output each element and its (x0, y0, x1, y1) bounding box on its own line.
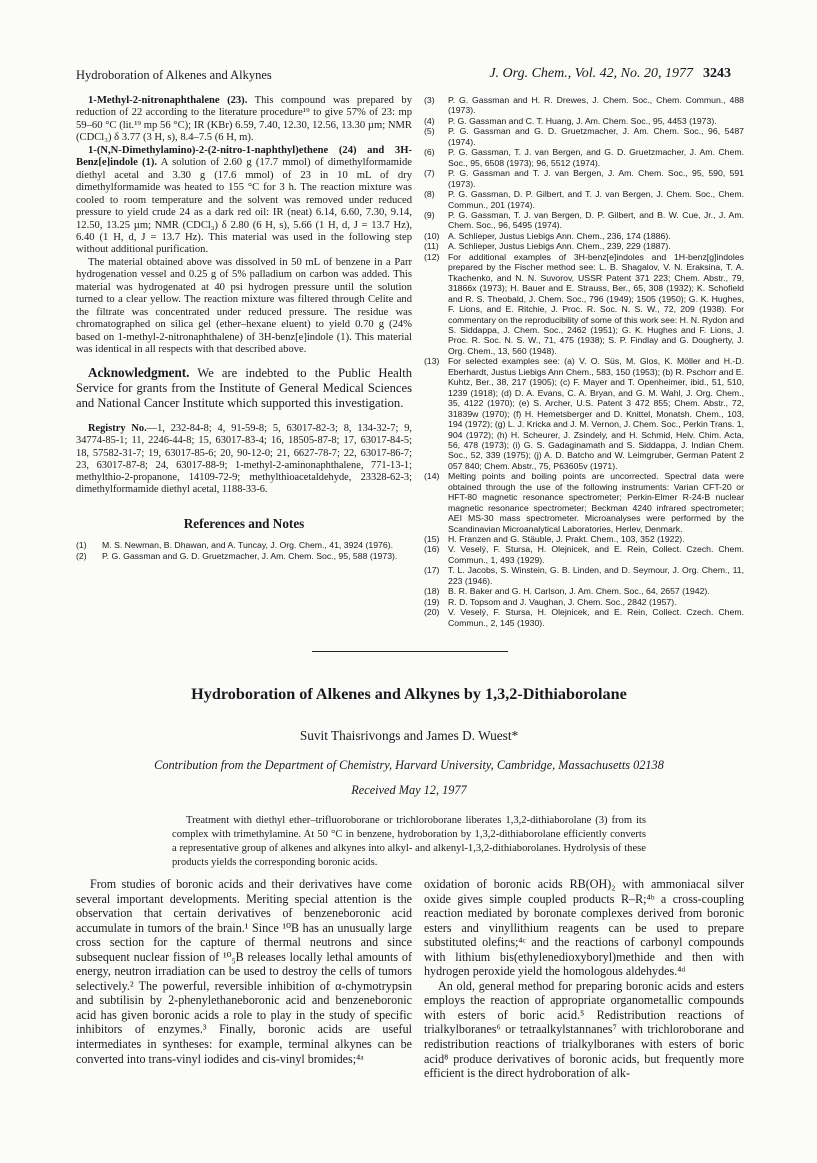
compound-23-text: This compound was prepared by reduction of 22 according to the literature procedure¹⁹ to give 57% of 23: mp 59–60 °C (lit.¹⁹ mp 56 °C); IR (KBr) 6.59, 7.40, 12.30, 12.56, 13.30 µm; NMR (CDCl₃) δ 3.77 (3 H, s), 8.4–7.5 (6 H, m). (76, 95, 412, 144)
article-affiliation: Contribution from the Department of Chemistry, Harvard University, Cambridge, Massachusetts 02138 (154, 758, 664, 772)
acknowledgment (76, 365, 412, 411)
right-column-top (424, 95, 744, 628)
reference-item (424, 126, 744, 147)
reference-item (424, 586, 744, 596)
body-column-left (76, 877, 412, 1066)
reference-number: (12) (424, 251, 440, 262)
running-header-right (489, 66, 731, 82)
reference-item (424, 252, 744, 357)
reference-text: Melting points and boiling points are uncorrected. Spectral data were obtained through the use of the following instruments: Varian CFT-20 or HFT-80 magnetic resonance spectrometer; Perkin-Elmer R-24-B nuclear magnetic resonance spectrometer; Beckman 4240 infrared spectrometer; AEI MS-30 mass spectrometer. Microanalyses were performed by the Scandinavian Microanalytical Laboratories, Herlev, Denmark. (448, 471, 744, 534)
reference-number: (15) (424, 534, 440, 545)
reference-number: (2) (76, 550, 87, 561)
reference-number: (3) (424, 95, 435, 105)
reference-item (424, 95, 744, 116)
reference-text: For additional examples of 3H-benz[e]indoles and 1H-benz[g]indoles prepared by the Fischer method see: L. B. Shagalov, V. N. Eraksina, T. A. Tkachenko, and N. N. Suvorov, USSR Patent 371 223; Chem. Abstr., 79, 31866x (1973); H. Bauer and E. Strauss, Ber., 65, 308 (1932); K. Schofield and R. S. Theobald, J. Chem. Soc., 796 (1949); 1505 (1950); G. K. Hughes, F. Lions, and E. Ritchie, J. Proc. R. Soc. N. S. W., 72, 209 (1938). For commentary on the reproducibility of some of this work see: H. N. Rydon and S. Siddappa, J. Chem. Soc., 2462 (1951); G. K. Hughes and F. Lions, J. Proc. R. Soc. N. S. W., 71, 475 (1938); S. P. Findlay and G. Dougherty, J. Org. Chem., 13, 560 (1948). (448, 251, 744, 356)
reference-number: (18) (424, 586, 440, 597)
reference-text: P. G. Gassman and G. D. Gruetzmacher, J. Am. Chem. Soc., 96, 5487 (1974). (448, 126, 744, 147)
reference-item (76, 540, 412, 550)
reference-item (424, 565, 744, 586)
experimental-paragraph-3: The material obtained above was dissolved in 50 mL of benzene in a Parr hydrogenation vessel and 0.25 g of 5% palladium on carbon was added. This material was hydrogenated at 40 psi hydrogen pressure until the solution turned to a clear yellow. The reaction mixture was filtered through Celite and the filtrate was concentrated under reduced pressure. The residue was chromatographed on silica gel (ether–hexane eluent) to yield 0.70 g (24% based on 1-methyl-2-nitronaphthalene) of 3H-benz[e]indole (1). This material was identical in all respects with that described above. (76, 256, 412, 356)
references-list-right (424, 95, 744, 628)
registry-heading: Registry No. (88, 423, 147, 435)
body-column-right (424, 877, 744, 1081)
reference-item (424, 544, 744, 565)
reference-text: P. G. Gassman and C. T. Huang, J. Am. Chem. Soc., 95, 4453 (1973). (448, 115, 717, 126)
reference-item (424, 241, 744, 251)
reference-item (76, 551, 412, 561)
reference-text: H. Franzen and G. Stäuble, J. Prakt. Chem., 103, 352 (1922). (448, 534, 685, 545)
reference-text: P. G. Gassman, T. J. van Bergen, D. P. Gilbert, and B. W. Cue, Jr., J. Am. Chem. Soc., 96, 5495 (1974). (448, 209, 744, 231)
reference-number: (14) (424, 471, 440, 482)
reference-number: (9) (424, 209, 435, 220)
abstract: Treatment with diethyl ether–trifluoroborane or trichloroborane liberates 1,3,2-dithiaborolane (3) from its complex with trimethylamine. At 50 °C in benzene, hydroboration by 1,3,2-dithiaborolane efficiently converts a representative group of alkenes and alkynes into alkyl- and alkenyl-1,3,2-dithiaborolanes. Hydrolysis of these products yields the corresponding boronic acids. (172, 815, 646, 868)
experimental-paragraph-2 (76, 145, 412, 257)
article-title: Hydroboration of Alkenes and Alkynes by 1,3,2-Dithiaborolane (191, 685, 627, 703)
reference-text: M. S. Newman, B. Dhawan, and A. Tuncay, J. Org. Chem., 41, 3924 (1976). (102, 540, 394, 551)
reference-text: P. G. Gassman, T. J. van Bergen, and G. D. Gruetzmacher, J. Am. Chem. Soc., 95, 6508 (1973); 96, 5512 (1974). (448, 147, 744, 168)
reference-number: (1) (76, 540, 87, 551)
reference-item (424, 168, 744, 189)
article-authors: Suvit Thaisrivongs and James D. Wuest* (299, 728, 519, 743)
received-date: Received May 12, 1977 (351, 783, 467, 797)
reference-item (424, 147, 744, 168)
reference-number: (13) (424, 356, 440, 367)
body-paragraph-1: From studies of boronic acids and their derivatives have come several important developments. Meriting special attention is the observation that certain derivatives of benzeneboronic acid accumulate in tumors of the brain.¹ Since ¹⁰B has an unusually large cross section for the capture of thermal neutrons and since subsequent nuclear fission of ¹⁰₅B releases locally lethal amounts of energy, neutron irradiation can be used to destroy the cells of tumors selectively.² The powerful, reversible inhibition of α-chymotrypsin and subtilisin by 2-phenylethaneboronic acid and benzeneboronic acid has given boronic acids a role to play in the study of specific inhibitors of enzymes.³ Finally, boronic acids are useful intermediates in syntheses: for example, terminal alkynes can be converted into trans-vinyl iodides and cis-vinyl bromides;⁴ᵃ (76, 877, 412, 1066)
reference-text: T. L. Jacobs, S. Winstein, G. B. Linden, and D. Seymour, J. Org. Chem., 11, 223 (1946). (448, 565, 744, 586)
running-header-left: Hydroboration of Alkenes and Alkynes (76, 68, 272, 82)
reference-item (424, 534, 744, 544)
reference-text: A. Schlieper, Justus Liebigs Ann. Chem., 236, 174 (1886). (448, 230, 671, 241)
reference-text: P. G. Gassman and T. J. van Bergen, J. Am. Chem. Soc., 95, 590, 591 (1973). (448, 168, 744, 189)
reference-item (424, 356, 744, 471)
reference-number: (6) (424, 147, 435, 158)
reference-number: (7) (424, 168, 435, 179)
reference-item (424, 597, 744, 607)
experimental-paragraph-1 (76, 95, 412, 145)
compound-24-text: A solution of 2.60 g (17.7 mmol) of dimethylformamide diethyl acetal and 3.30 g (17.6 mmol) of 23 in 10 mL of dry dimethylformamide was heated to 155 °C for 3 h. The reaction mixture was cooled to room temperature and the solvent was removed under reduced pressure to yield crude 24 as a dark red oil: IR (neat) 6.14, 6.60, 7.30, 9.14, 12.50, 13.25 µm; NMR (CDCl₃) δ 2.80 (6 H, s), 5.66 (1 H, d, J = 13.7 Hz), 6.40 (1 H, d, J = 13.7 Hz). This material was used in the following step without additional purification. (76, 157, 412, 256)
reference-number: (11) (424, 241, 439, 252)
references-list-left (76, 540, 412, 561)
reference-item (424, 210, 744, 231)
reference-number: (19) (424, 596, 440, 607)
reference-text: For selected examples see: (a) V. O. Süs, M. Glos, K. Möller and H.-D. Eberhardt, Justus Liebigs Ann Chem., 583, 150 (1953); (b) R. Pschorr and E. Kuhtz, Ber., 38, 217 (1905); (c) F. Mayer and T. Openheimer, ibid., 51, 510, 1239 (1918); (d) D. A. Evans, C. A. Bryan, and G. M. Wahl, J. Org. Chem., 35, 4122 (1970); (e) S. Archer, U.S. Patent 3 472 855; Chem. Abstr., 72, 31839w (1970); (f) H. Hemetsberger and D. Knittel, Monatsh. Chem., 103, 194 (1972); (g) L. J. Kricka and J. M. Vernon, J. Chem. Soc., Perkin Trans. 1, 904 (1972); (h) H. Scheurer, J. Zsindely, and H. Schmid, Helv. Chim. Acta, 56, 478 (1973); (i) G. S. Gadaginamath and S. Siddappa, J. Indian Chem. Soc., 52, 339 (1975); (j) A. D. Batcho and W. Leimgruber, German Patent 2 057 840; Chem. Abstr., 75, P63605v (1971). (448, 356, 745, 471)
reference-item (424, 116, 744, 126)
reference-text: P. G. Gassman and G. D. Gruetzmacher, J. Am. Chem. Soc., 95, 588 (1973). (102, 550, 398, 561)
reference-item (424, 189, 744, 210)
references-heading: References and Notes (183, 516, 305, 532)
reference-number: (5) (424, 126, 435, 137)
reference-item (424, 471, 744, 534)
body-paragraph-2: An old, general method for preparing boronic acids and esters employs the reaction of appropriate organometallic compounds with esters of boric acid.⁵ Redistribution reactions of trialkylboranes⁶ or tetraalkylstannanes⁷ with trichloroborane and redistribution reactions of trialkylboranes with esters of boric acid⁸ produce derivatives of boronic acids, but frequently more efficient is the direct hydroboration of alk- (424, 978, 744, 1081)
reference-item (424, 231, 744, 241)
page-number: 3243 (703, 66, 731, 81)
acknowledgment-text: We are indebted to the Public Health Service for grants from the Institute of General Medical Sciences and National Cancer Institute which supported this investigation. (76, 365, 412, 410)
reference-text: B. R. Baker and G. H. Carlson, J. Am. Chem. Soc., 64, 2657 (1942). (448, 586, 710, 597)
reference-number: (20) (424, 607, 440, 618)
reference-text: V. Veselý, F. Stursa, H. Olejnicek, and E. Rein, Collect. Czech. Chem. Commun., 1, 493 (1929). (448, 544, 744, 565)
registry-numbers (76, 423, 412, 496)
reference-text: P. G. Gassman and H. R. Drewes, J. Chem. Soc., Chem. Commun., 488 (1973). (448, 95, 744, 116)
reference-text: R. D. Topsom and J. Vaughan, J. Chem. Soc., 2842 (1957). (448, 596, 677, 607)
reference-number: (10) (424, 230, 440, 241)
reference-item (424, 607, 744, 628)
compound-23-heading: 1-Methyl-2-nitronaphthalene (23). (88, 95, 248, 106)
reference-number: (17) (424, 565, 440, 576)
reference-number: (4) (424, 115, 435, 126)
article-divider (312, 651, 508, 652)
registry-text: —1, 232-84-8; 4, 91-59-8; 5, 63017-82-3; 8, 134-32-7; 9, 34774-85-1; 11, 2246-44-8; 15, 63017-83-4; 16, 18505-87-8; 17, 63017-84-5; 18, 57582-31-7; 19, 63017-85-6; 20, 90-12-0; 21, 6627-78-7; 22, 63017-86-7; 23, 63017-87-8; 24, 63017-88-9; 1-methyl-2-aminonaphthalene, 771-13-1; methylthio-2-propanone, 14109-72-9; methylthioacetaldehyde, 23328-62-3; dimethylformamide diethyl acetal, 1188-33-6. (76, 423, 413, 496)
reference-number: (8) (424, 189, 435, 200)
left-column-top (76, 95, 412, 561)
reference-text: P. G. Gassman, D. P. Gilbert, and T. J. van Bergen, J. Chem. Soc., Chem. Commun., 201 (1974). (448, 189, 744, 210)
journal-citation: J. Org. Chem., Vol. 42, No. 20, 1977 (489, 66, 693, 81)
compound-24-heading: 1-(N,N-Dimethylamino)-2-(2-nitro-1-naphthyl)ethene (24) and 3H-Benz[e]indole (1). (76, 144, 412, 169)
reference-text: A. Schlieper, Justus Liebigs Ann. Chem., 239, 229 (1887). (448, 241, 671, 252)
reference-text: V. Veselý, F. Stursa, H. Olejnicek, and E. Rein, Collect. Czech. Chem. Commun., 2, 145 (1930). (448, 607, 744, 628)
reference-number: (16) (424, 544, 440, 555)
body-paragraph-1-continued: oxidation of boronic acids RB(OH)₂ with ammoniacal silver oxide gives simple coupled products R–R;⁴ᵇ a cross-coupling reaction mediated by boronate complexes derived from boronic esters and vinyllithium reagents can be used to prepare substituted olefins;⁴ᶜ and the reactions of carbonyl compounds with lithium bis(ethylenedioxyboryl)methide and then with hydrogen peroxide yield the homologous aldehydes.⁴ᵈ (424, 877, 744, 979)
acknowledgment-heading: Acknowledgment. (88, 364, 190, 380)
